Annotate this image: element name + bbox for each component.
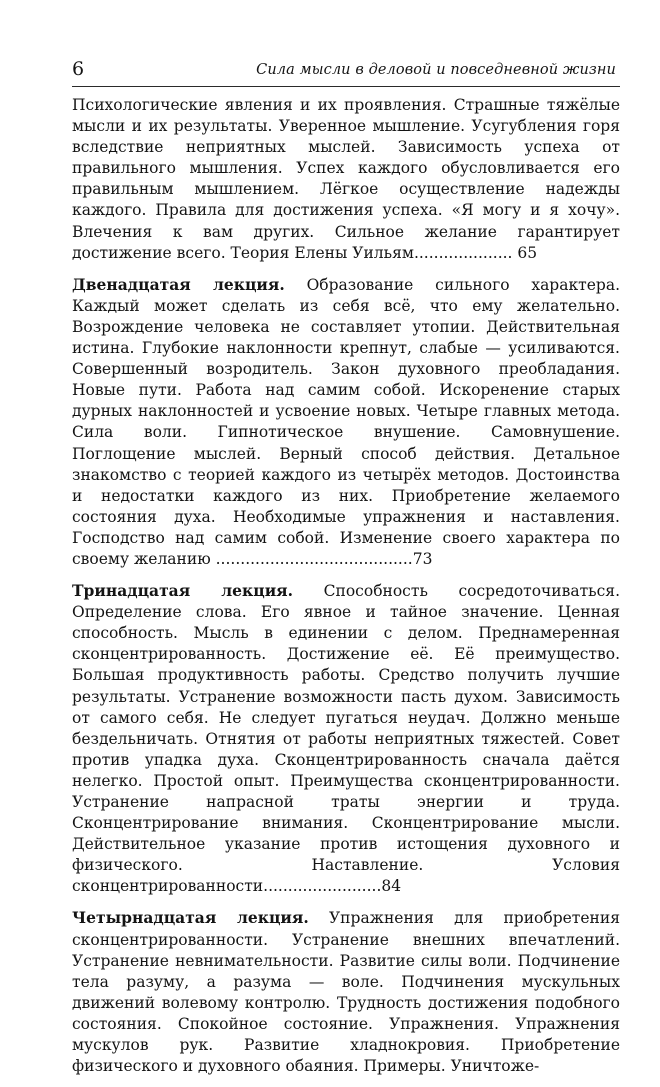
toc-entry-lecture-12 xyxy=(72,274,620,570)
page-ref xyxy=(211,550,433,568)
lecture-title: Тринадцатая лекция. xyxy=(72,581,294,601)
toc-entry-lecture-14 xyxy=(72,907,620,1077)
page-ref xyxy=(263,877,401,895)
lecture-title: Четырнадцатая лекция. xyxy=(72,908,309,928)
table-of-contents xyxy=(72,95,620,1087)
lecture-title: Двенадцатая лекция. xyxy=(72,274,285,294)
entry-text: Психологические явления и их проявления. Страшные тяжёлые мысли и их результаты. Уверенное мышление. Усугубления горя вследствие неприятных мыслей. Зависимость успеха от правильного мышления. Успех каждого обусловливается его правильным мышлением. Лёгкое осуществление надежды каждого. Правила для достижения успеха. «Я могу и я хочу». Влечения к вам других. Сильное желание гарантирует достижение всего. Теория Елены Уильям xyxy=(72,96,620,262)
dot-leader: ........................................ xyxy=(210,549,413,568)
toc-entry-lecture-13 xyxy=(72,580,620,897)
page-number: 6 xyxy=(72,58,85,80)
page-ref-number: 65 xyxy=(517,243,538,262)
entry-text: Образование сильного характера. Каждый может сделать из себя всё, что ему желательно. Возрождение человека не составляет утопии. Действительная истина. Глубокие наклонности крепнут, слабые — усиливаются. Совершенный возродитель. Закон духовного преобладания. Новые пути. Работа над самим собой. Искоренение старых дурных наклонностей и усвоение новых. Четыре главных метода. Сила воли. Гипнотическое внушение. Самовнушение. Поглощение мыслей. Верный способ действия. Детальное знакомство с теорией каждого из четырёх методов. Достоинства и недостатки каждого из них. Приобретение желаемого состояния духа. Необходимые упражнения и наставления. Господство над самим собой. Изменение своего характера по своему желанию xyxy=(72,275,620,568)
page-ref-number: 84 xyxy=(381,877,402,896)
running-title: Сила мысли в деловой и повседневной жизни xyxy=(256,62,616,78)
page-ref xyxy=(414,244,537,262)
dot-leader: .................... xyxy=(413,243,513,262)
dot-leader: ........................ xyxy=(263,877,382,896)
entry-text: Способность сосредоточиваться. Определение слова. Его явное и тайное значение. Ценная способность. Мысль в единении с делом. Преднамеренная сконцентрированность. Достижение её. Её преимущество. Большая продуктивность работы. Средство получить лучшие результаты. Устранение возможности пасть духом. Зависимость от самого себя. Не следует пугаться неудач. Должно меньше бездельничать. Отнятия от работы неприятных тяжестей. Совет против упадка духа. Сконцентрированность сначала даётся нелегко. Простой опыт. Преимущества сконцентрированности. Устранение напрасной траты энергии и труда. Сконцентрирование внимания. Сконцентрирование мысли. Действительное указание против истощения духовного и физического. Наставление. Условия сконцентрированности xyxy=(72,582,621,896)
entry-text: Упражнения для приобретения сконцентрированности. Устранение внешних впечатлений. Устранение невнимательности. Развитие силы воли. Подчинение тела разуму, а разума — воле. Подчинения мускульных движений волевому контролю. Трудность достижения подобного состояния. Спокойное состояние. Упражнения. Упражнения мускулов рук. Развитие хладнокровия. Приобретение физического и духовного обаяния. Примеры. Уничтоже- xyxy=(72,909,620,1076)
page-ref-number: 73 xyxy=(412,549,433,568)
running-head xyxy=(72,52,620,87)
toc-entry-intro xyxy=(72,95,620,264)
